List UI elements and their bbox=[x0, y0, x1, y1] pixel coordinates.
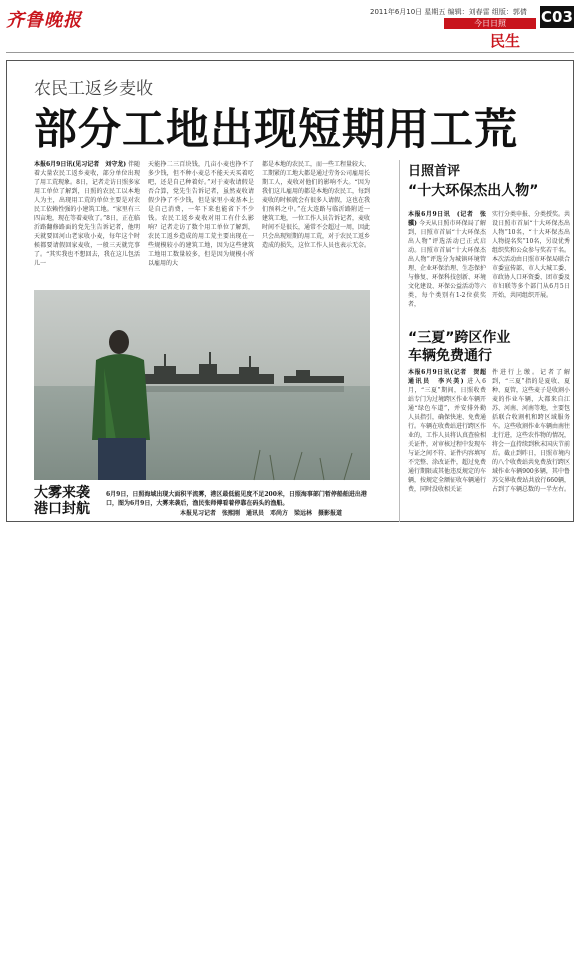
side-story-2-lead: 本报6月9日讯(记者 贺超 通讯员 李兴美) bbox=[408, 369, 493, 385]
page-code: C03 bbox=[541, 8, 573, 26]
side-story-2-column-2 bbox=[492, 368, 570, 518]
photo-caption-title bbox=[34, 485, 90, 517]
story-column-1 bbox=[34, 160, 140, 284]
story-column-2 bbox=[148, 160, 254, 284]
story-text-1: 伴随着大量农民工返乡麦收，部分单位出现了用工荒现象。8日，记者走访日照多家用工单位了解到，日照的农民工以本地人为主，出现用工荒的单位主要是对农民工依赖性强的小建筑工地。“家里有三四亩地，现在等着麦收了。”8日，正在临沂路翻修路面的党先生告诉记者，他明天就要回河山老家收小麦，每年这个时候都要请假回家麦收，一般三天就完事了。“其实我也不想回去，我在这儿包活儿一 bbox=[34, 161, 140, 267]
side-story-1-text-2: 实行分类申报、分类授奖。共设日照市首届“十大环保杰出人物”10名，“十大环保杰出人物提名奖”10名，另设优秀组织奖和公众参与奖若干名。本次活动由日照市环保局联合市委宣传部、市人大城工委、市政协人口环资委、团市委及市妇联等多个部门从6月5日开始，共同组织开展。 bbox=[492, 211, 571, 299]
story-text-2: 天能挣二三百块钱，几亩小麦也挣不了多少钱，但不种小麦总不能天天买着吃吧，还是自己种着好。”对于麦收请假是否合算，党先生告诉记者，虽然麦收请假少挣了不少钱，但是家里小麦基本上是自己消费，一年下来也能省下不少钱。农民工返乡麦收对用工有什么影响？记者走访了数个用工单位了解到，农民工返乡造成的用工荒主要出现在一些规模较小的建筑工地，因为这些建筑工地用工数量较多，但是因为规模小所以雇用的大 bbox=[148, 161, 254, 267]
dateline: 2011年6月10日 星期五 编辑：刘春雷 组版：郭倩 bbox=[370, 8, 527, 16]
side-story-1-text-1: 今天从日照市环保局了解到，日照市首届“十大环保杰出人物”评选活动已正式启动。日照市首届“十大环保杰出人物”评选分为城镇环境管理、企业环保治理、生态保护与修复、环保科技创新、环境文化建设、环保公益活动等六类，每个类别有1-2位获奖者， bbox=[408, 220, 487, 308]
side-story-2-title-line-2: 车辆免费通行 bbox=[408, 348, 492, 364]
section-tag: 今日日照 bbox=[444, 18, 536, 29]
side-story-1-title: “十大环保杰出人物” bbox=[408, 183, 539, 199]
header-divider bbox=[6, 52, 574, 53]
column-divider bbox=[399, 160, 400, 522]
story-kicker: 农民工返乡麦收 bbox=[34, 79, 153, 99]
news-photo bbox=[34, 290, 370, 480]
side-story-1-column-1 bbox=[408, 210, 493, 318]
story-column-3 bbox=[262, 160, 370, 284]
story-text-3: 都是本地的农民工，而一些工程量较大、工期紧的工地大都是通过劳务公司雇用长期工人，麦收对他们的影响不大。“因为我们这儿雇用的都是本地的农民工，每到麦收的时候就会有很多人请假，这也在我们预料之中。”在大连路与临沂路附近一建筑工地，一位工作人员告诉记者，麦收时间不是很长，通常不会超过一周，因此只会出现短期的用工荒，对于农民工返乡造成的损失，这位工作人员也表示无奈。 bbox=[262, 161, 371, 249]
side-story-1-lead: 本报6月9日讯 (记者 张 骥) bbox=[408, 211, 493, 227]
side-story-2-text-2: 件进行上缴。记者了解到，“三夏”指的是夏收、夏种、夏管，这些麦子是收割小麦的作业车辆，大都来自江苏、河南、河南等地，主要包括联合收割机和跨区域服务车。这些收割作业车辆由南往北行进，这些农作物的情况，将会一直持续到秋末国庆节前后。截止到昨日，日照市境内的八个收费站共免费放行跨区域作业车辆900多辆，其中鲁苏交界收费站共放行660辆，占到了车辆总数的一半左右。 bbox=[492, 369, 571, 493]
side-story-1-kicker: 日照首评 bbox=[408, 164, 461, 179]
side-story-2-text-1: 进入6月，“三夏”期间，日照收费站专门为过境跨区作业车辆开通“绿色车道”，并安排外勤人员指引，确保快速、免费通行。车辆在收费站进行跨区作业的，工作人员将认真查验相关证件，对审核过程中发现车与证之间不符、证件内容填写不完整、涂改证件，超过免费通行期限或其他违反规定的车辆，按规定全额征收车辆通行费，同时没收相关证 bbox=[408, 378, 487, 493]
photo-caption: 6月9日，日照海域出现大面积平流雾，港区最低能见度不足200米，日照海事部门暂停船舶进出港口，图为6月9日，大雾来袭后，渔民张师傅看着停靠在码头的渔船。 bbox=[106, 491, 367, 507]
photo-caption-title-line-1: 大雾来袭 bbox=[34, 485, 90, 501]
section-name: 民生 bbox=[490, 32, 521, 50]
side-story-1-column-2 bbox=[492, 210, 570, 318]
story-headline: 部分工地出现短期用工荒 bbox=[34, 105, 518, 155]
photo-caption-title-line-2: 港口封航 bbox=[34, 501, 90, 517]
side-story-2-column-1 bbox=[408, 368, 493, 518]
photo-credit: 本报见习记者 张熙刚 通讯员 邓尚方 梁远林 摄影报道 bbox=[180, 510, 343, 517]
side-story-2-title-line-1: “三夏”跨区作业 bbox=[408, 330, 511, 346]
story-lead: 本报6月9日讯(见习记者 刘守龙) bbox=[34, 161, 127, 168]
fisherman-harbor-illustration bbox=[34, 290, 370, 480]
masthead-logo: 齐鲁晚报 bbox=[6, 10, 82, 31]
